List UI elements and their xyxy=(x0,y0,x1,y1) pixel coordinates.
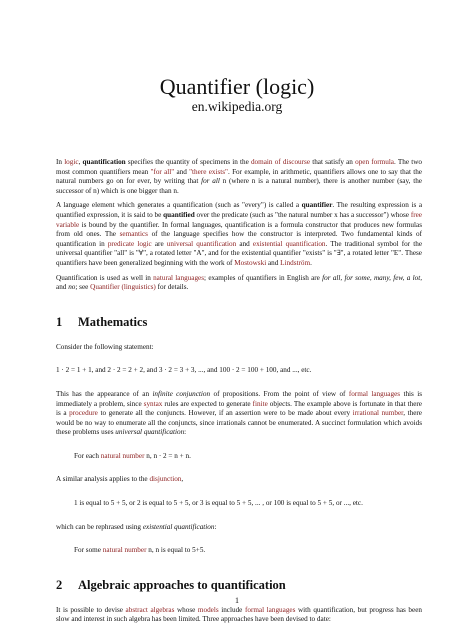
section-number: 2 xyxy=(56,577,63,592)
text-run: It is possible to devise xyxy=(56,605,126,614)
link-irrational-number[interactable]: irrational number xyxy=(352,409,404,418)
text-run: , xyxy=(78,158,83,166)
text-run: For each xyxy=(74,451,101,460)
text-run: For some xyxy=(74,546,103,555)
emphasis-text: infinite conjunction xyxy=(152,389,211,398)
text-run: . xyxy=(310,258,312,267)
text-run: and xyxy=(174,167,190,176)
text-run: over the predicate (such as "the natural number x has a successor") whose xyxy=(194,210,411,219)
text-run: n (where n is a natural number), there is another number (say, the successor of n) which is one bigger than n. xyxy=(56,177,422,195)
text-run: specifies the quantity of specimens in the xyxy=(125,158,251,166)
link-finite[interactable]: finite xyxy=(252,399,268,408)
document-body xyxy=(56,158,422,630)
document-title: Quantifier (logic) xyxy=(159,74,315,99)
link-existential-quantification[interactable]: existential quantification xyxy=(252,239,326,248)
link-formal-languages[interactable]: formal languages xyxy=(348,389,401,398)
text-run: this is immediately a problem, since xyxy=(56,389,422,408)
link-mostowski[interactable]: Mostowski xyxy=(234,258,267,267)
link-for-all[interactable]: "for all" xyxy=(150,167,175,176)
text-run: : xyxy=(214,522,217,531)
link-universal-quantification[interactable]: universal quantification xyxy=(166,239,237,248)
link-formal-languages[interactable]: formal languages xyxy=(244,605,296,614)
text-run: . The two most common quantifiers mean xyxy=(56,158,423,176)
text-run: n, n · 2 = n + n. xyxy=(144,451,191,460)
link-procedure[interactable]: procedure xyxy=(69,409,98,418)
link-models[interactable]: models xyxy=(197,605,219,614)
page-number: 1 xyxy=(235,596,239,605)
link-logic[interactable]: logic xyxy=(64,158,79,166)
text-run: , there would be no way to enumerate all the conjuncts, since irrationals cannot be enumerated. A succinct formulation which avoids these problems uses xyxy=(56,409,422,437)
intro-paragraph-2 xyxy=(56,201,422,268)
statement-existential xyxy=(56,546,422,556)
text-run: and xyxy=(236,239,253,248)
link-lindstrom[interactable]: Lindström xyxy=(280,258,311,267)
text-run: This has the appearance of an xyxy=(56,389,153,398)
text-run: Quantification is used as well in xyxy=(56,273,154,282)
intro-paragraph-1 xyxy=(56,158,422,196)
section-heading-mathematics xyxy=(56,315,422,329)
text-run: are xyxy=(151,239,167,248)
link-natural-number[interactable]: natural number xyxy=(102,546,147,555)
text-run: rules are expected to generate xyxy=(162,399,253,408)
term-quantifier: quantifier xyxy=(301,201,333,210)
equation-conjunction: 1 · 2 = 1 + 1, and 2 · 2 = 2 + 2, and 3 · 2 = 3 + 3, ..., and 100 · 2 = 100 + 100, and ..., etc. xyxy=(56,366,312,375)
link-quantifier-linguistics[interactable]: Quantifier (linguistics) xyxy=(90,283,156,292)
text-run: is bound by the quantifier. In formal languages, quantification is a formula constructor that produces new formulas from old ones. The xyxy=(56,220,422,239)
text-run: to generate all the conjuncts. However, if an assertion were to be made about every xyxy=(97,409,353,418)
link-abstract-algebras[interactable]: abstract algebras xyxy=(125,605,175,614)
link-natural-number[interactable]: natural number xyxy=(100,451,145,460)
text-run: ; examples of quantifiers in English are xyxy=(204,273,323,282)
link-natural-languages[interactable]: natural languages xyxy=(153,273,205,282)
section-title: Mathematics xyxy=(78,314,148,329)
text-run: whose xyxy=(174,605,198,614)
text-run: of the language specifies how the constructor is interpreted. Two fundamental kinds of quantification in xyxy=(56,230,422,248)
text-run: , xyxy=(181,475,184,484)
link-free-variable[interactable]: free variable xyxy=(56,210,422,229)
link-predicate-logic[interactable]: predicate logic xyxy=(107,239,152,248)
intro-paragraph-3 xyxy=(56,274,422,293)
link-open-formula[interactable]: open formula xyxy=(355,158,395,166)
math-paragraph-3 xyxy=(56,475,422,485)
link-domain-of-discourse[interactable]: domain of discourse xyxy=(250,158,311,166)
emphasis-text: universal quantification xyxy=(115,428,185,437)
term-quantified: quantified xyxy=(163,210,195,219)
math-paragraph-2 xyxy=(56,390,422,438)
text-run: : xyxy=(184,428,187,437)
text-run: . The resulting expression is a quantified expression, it is said to be xyxy=(56,201,423,219)
emphasis-text: for all xyxy=(201,177,220,186)
text-run: . The traditional symbol for the universal quantifier "all" is "∀", a rotated letter "A", and for the existential quantifier "exists" is "∃", a rotated letter "E". These quantifiers have been generalized beginning with the work of xyxy=(56,239,423,267)
text-run: include xyxy=(218,605,245,614)
text-run: which can be rephrased using xyxy=(56,522,143,531)
text-run: of propositions. From the point of view of xyxy=(210,389,349,398)
text-run: In xyxy=(56,158,65,166)
link-semantics[interactable]: semantics xyxy=(119,230,148,239)
document-source: en.wikipedia.org xyxy=(191,99,283,114)
text-run: . For example, in arithmetic, quantifiers allows one to say that the natural numbers go on for ever, by writing that xyxy=(56,167,422,186)
math-paragraph-4 xyxy=(56,523,422,533)
text-run: A language element which generates a quantification (such as "every") is called a xyxy=(56,201,302,210)
text-run: for details. xyxy=(155,283,189,292)
text-run: objects. The example above is fortunate in that there is a xyxy=(56,399,422,418)
link-disjunction[interactable]: disjunction xyxy=(149,475,182,484)
term-quantification: quantification xyxy=(82,158,126,166)
link-there-exists[interactable]: "there exists" xyxy=(189,167,228,176)
statement-universal xyxy=(56,452,422,462)
text-run: and xyxy=(266,258,281,267)
equation-disjunction: 1 is equal to 5 + 5, or 2 is equal to 5 + 5, or 3 is equal to 5 + 5, ... , or 100 is equal to 5 + 5, or ..., etc. xyxy=(74,499,363,508)
section-number: 1 xyxy=(56,314,63,329)
math-paragraph-1: Consider the following statement: xyxy=(56,342,154,351)
link-syntax[interactable]: syntax xyxy=(143,399,163,408)
text-run: A similar analysis applies to the xyxy=(56,475,150,484)
text-run: n, n is equal to 5+5. xyxy=(146,546,206,555)
text-run: with quantification, but progress has been slow and interest in such algebra has been limited. Three approaches have been devised to date: xyxy=(56,605,422,624)
algebra-paragraph-1 xyxy=(56,606,422,625)
emphasis-text: for all, for some, many, few, a lot, xyxy=(322,273,422,282)
text-run: and xyxy=(56,283,69,292)
emphasis-text: existential quantification xyxy=(142,522,215,531)
text-run: ; see xyxy=(75,283,91,292)
section-heading-algebraic xyxy=(56,578,422,592)
section-title: Algebraic approaches to quantification xyxy=(78,577,286,592)
text-run: that satisfy an xyxy=(310,158,356,166)
emphasis-text: no xyxy=(68,283,76,292)
